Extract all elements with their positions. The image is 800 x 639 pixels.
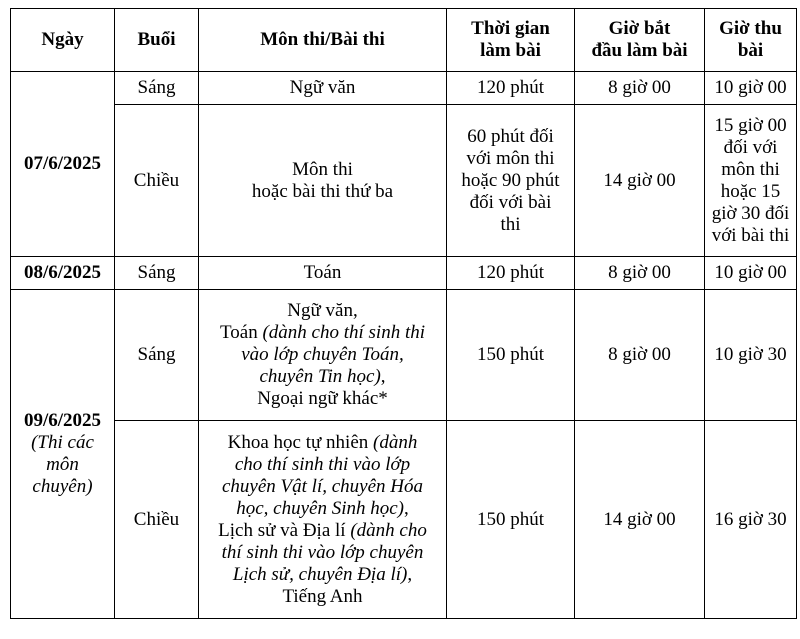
date-note: (Thi các môn chuyên) xyxy=(31,432,94,497)
duration-cell: 120 phút xyxy=(447,72,575,105)
start-time-cell: 14 giờ 00 xyxy=(575,105,705,257)
subject-cell: Môn thi hoặc bài thi thứ ba xyxy=(199,105,447,257)
header-duration: Thời gian làm bài xyxy=(447,9,575,72)
table-row xyxy=(11,290,797,421)
start-time-cell: 14 giờ 00 xyxy=(575,421,705,619)
subject-cell: Khoa học tự nhiên (dành cho thí sinh thi vào lớp chuyên Vật lí, chuyên Hóa học, chuyên Sinh học), Lịch sử và Địa lí (dành cho thí sinh thi vào lớp chuyên Lịch sử, chuyên Địa lí), Tiếng Anh xyxy=(199,421,447,619)
table-row xyxy=(11,72,797,105)
end-time-cell: 10 giờ 00 xyxy=(705,257,797,290)
start-time-cell: 8 giờ 00 xyxy=(575,290,705,421)
table-row xyxy=(11,257,797,290)
duration-cell: 120 phút xyxy=(447,257,575,290)
session-cell: Sáng xyxy=(115,72,199,105)
start-time-cell: 8 giờ 00 xyxy=(575,257,705,290)
header-session: Buổi xyxy=(115,9,199,72)
session-cell: Chiều xyxy=(115,105,199,257)
end-time-cell: 10 giờ 00 xyxy=(705,72,797,105)
subject-cell: Ngữ văn, Toán (dành cho thí sinh thi vào lớp chuyên Toán, chuyên Tin học), Ngoại ngữ khác* xyxy=(199,290,447,421)
start-time-cell: 8 giờ 00 xyxy=(575,72,705,105)
end-time-cell: 10 giờ 30 xyxy=(705,290,797,421)
end-time-cell: 15 giờ 00 đối với môn thi hoặc 15 giờ 30 đối với bài thi xyxy=(705,105,797,257)
subject-cell: Ngữ văn xyxy=(199,72,447,105)
header-end-time: Giờ thu bài xyxy=(705,9,797,72)
header-start-time: Giờ bắt đầu làm bài xyxy=(575,9,705,72)
table-row xyxy=(11,105,797,257)
table-row xyxy=(11,421,797,619)
duration-cell: 60 phút đối với môn thi hoặc 90 phút đối với bài thi xyxy=(447,105,575,257)
end-time-cell: 16 giờ 30 xyxy=(705,421,797,619)
session-cell: Sáng xyxy=(115,257,199,290)
session-cell: Sáng xyxy=(115,290,199,421)
date-cell: 08/6/2025 xyxy=(11,257,115,290)
exam-schedule-table xyxy=(10,8,797,619)
session-cell: Chiều xyxy=(115,421,199,619)
date-text: 09/6/2025 xyxy=(23,410,102,431)
header-date: Ngày xyxy=(11,9,115,72)
header-subject: Môn thi/Bài thi xyxy=(199,9,447,72)
date-cell xyxy=(11,290,115,619)
subject-cell: Toán xyxy=(199,257,447,290)
header-row xyxy=(11,9,797,72)
duration-cell: 150 phút xyxy=(447,290,575,421)
duration-cell: 150 phút xyxy=(447,421,575,619)
date-cell: 07/6/2025 xyxy=(11,72,115,257)
